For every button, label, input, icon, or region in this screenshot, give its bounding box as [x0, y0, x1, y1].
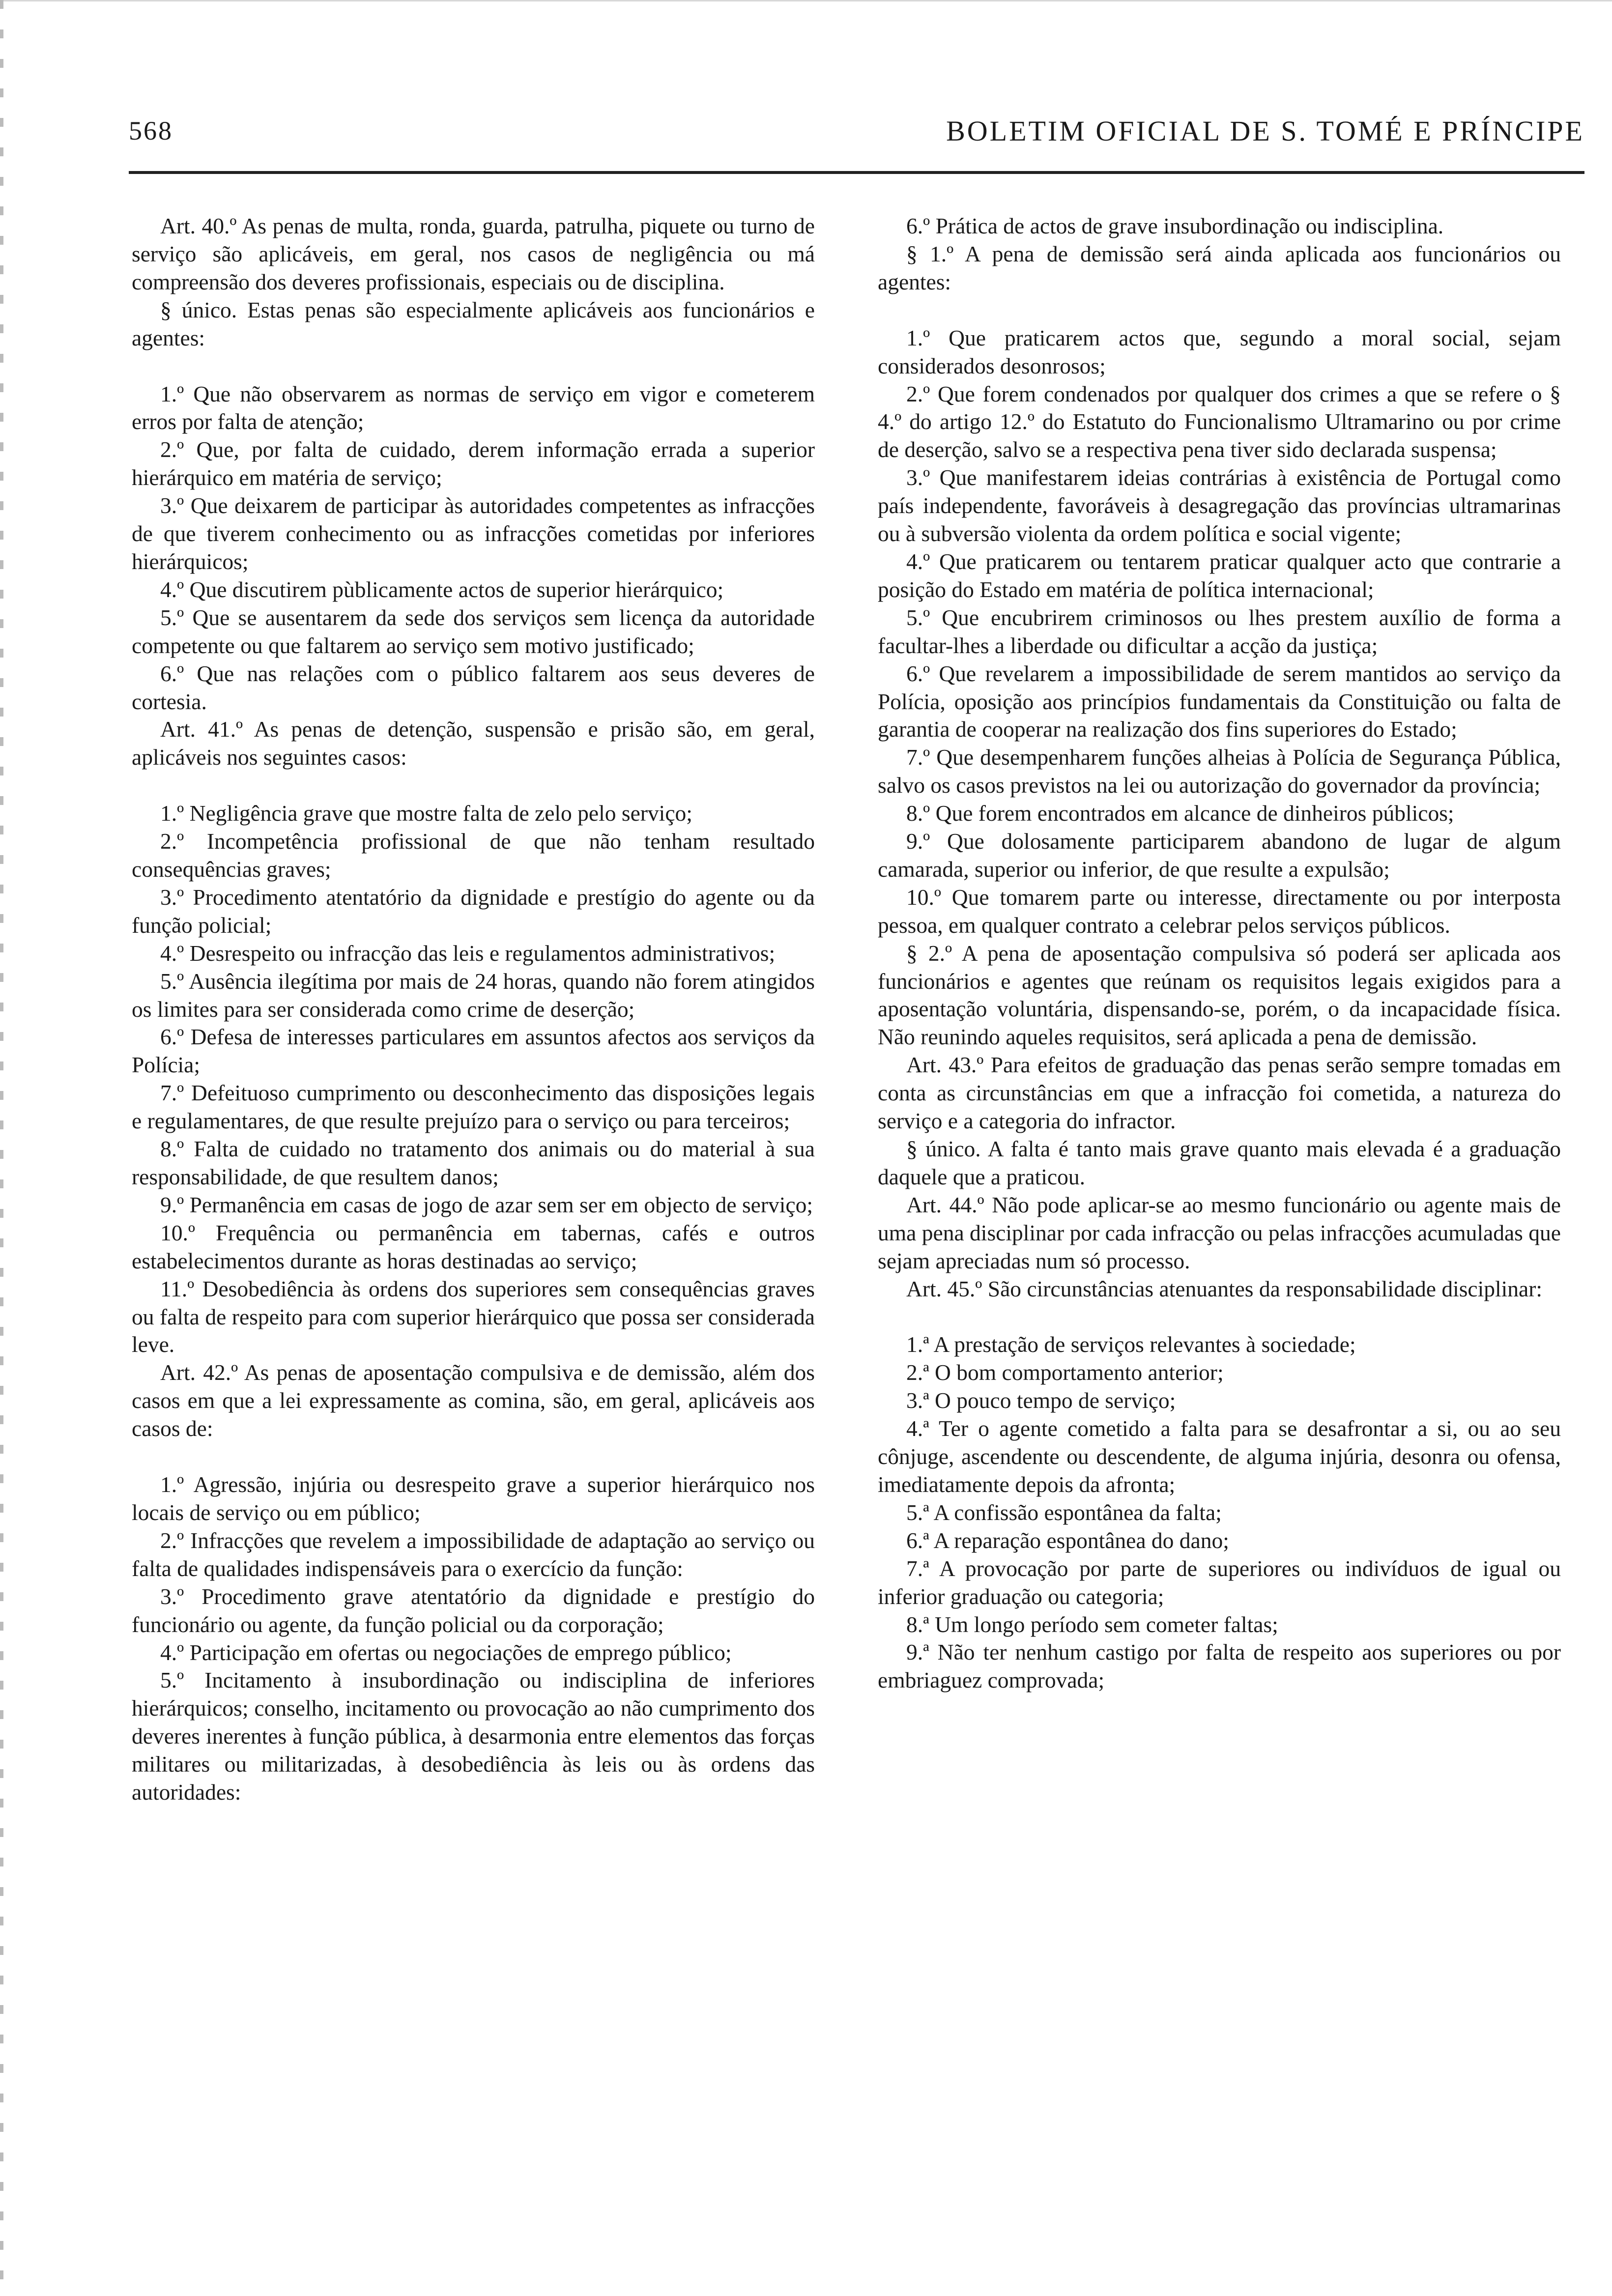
paragraph: 2.º Que forem condenados por qualquer dos crimes a que se refere o § 4.º do artigo 12.º do Estatuto do Funcionalismo Ultramarino ou por crime de deserção, salvo se a respectiva pena tiver sido declarada suspensa; — [878, 381, 1561, 462]
paragraph: 2.º Infracções que revelem a impossibilidade de adaptação ao serviço ou falta de qualidades indispensáveis para o exercício da função: — [132, 1527, 815, 1581]
paragraph: 9.º Que dolosamente participarem abandono de lugar de algum camarada, superior ou inferior, de que resulte a expulsão; — [878, 829, 1561, 882]
paragraph: § único. Estas penas são especialmente aplicáveis aos funcionários e agentes: — [132, 297, 815, 350]
paragraph: 2.ª O bom comportamento anterior; — [906, 1360, 1224, 1385]
paragraph: 7.º Defeituoso cumprimento ou desconhecimento das disposições legais e regulamentares, de que resulte prejuízo para o serviço ou para terceiros; — [132, 1080, 815, 1134]
paragraph: 4.º Participação em ofertas ou negociações de emprego público; — [160, 1639, 732, 1665]
journal-title: BOLETIM OFICIAL DE S. TOMÉ E PRÍNCIPE — [946, 115, 1584, 147]
paragraph: 3.º Procedimento grave atentatório da dignidade e prestígio do funcionário ou agente, da função policial ou da corporação; — [132, 1583, 815, 1637]
paragraph: Art. 40.º As penas de multa, ronda, guarda, patrulha, piquete ou turno de serviço são aplicáveis, em geral, nos casos de negligência ou má compreensão dos deveres profissionais, especiais ou de disciplina. — [132, 213, 815, 294]
paragraph: 1.º Que não observarem as normas de serviço em vigor e cometerem erros por falta de atenção; — [132, 381, 815, 434]
paragraph: 4.ª Ter o agente cometido a falta para se desafrontar a si, ou ao seu cônjuge, ascendente ou descendente, de alguma injúria, desonra ou ofensa, imediatamente depois da afronta; — [878, 1416, 1561, 1497]
paragraph: 8.º Falta de cuidado no tratamento dos animais ou do material à sua responsabilidade, de que resultem danos; — [132, 1136, 815, 1189]
paragraph: 4.º Desrespeito ou infracção das leis e regulamentos administrativos; — [160, 940, 776, 966]
paragraph: 9.º Permanência em casas de jogo de azar sem ser em objecto de serviço; — [160, 1192, 813, 1217]
paragraph: 1.ª A prestação de serviços relevantes à sociedade; — [906, 1332, 1356, 1357]
paragraph: 4.º Que praticarem ou tentarem praticar qualquer acto que contrarie a posição do Estado em matéria de política internacional; — [878, 548, 1561, 602]
header-rule — [129, 171, 1584, 174]
paragraph: 1.º Agressão, injúria ou desrespeito grave a superior hierárquico nos locais de serviço ou em público; — [132, 1472, 815, 1525]
paragraph: 5.º Ausência ilegítima por mais de 24 horas, quando não forem atingidos os limites para ser considerada como crime de deserção; — [132, 968, 815, 1022]
paragraph: 3.ª O pouco tempo de serviço; — [906, 1388, 1176, 1413]
paragraph: 10.º Frequência ou permanência em tabernas, cafés e outros estabelecimentos durante as horas destinadas ao serviço; — [132, 1220, 815, 1273]
paragraph: § 2.º A pena de aposentação compulsiva só poderá ser aplicada aos funcionários e agentes que reúnam os requisitos legais exigidos para a aposentação voluntária, dispensando-se, porém, o da incapacidade física. Não reunindo aqueles requisitos, será aplicada a pena de demissão. — [878, 940, 1561, 1050]
paragraph: 6.º Defesa de interesses particulares em assuntos afectos aos serviços da Polícia; — [132, 1024, 815, 1078]
paragraph: 3.º Que deixarem de participar às autoridades competentes as infracções de que tiverem conhecimento ou as infracções cometidas por inferiores hierárquicos; — [132, 493, 815, 574]
paragraph: 6.º Que revelarem a impossibilidade de serem mantidos ao serviço da Polícia, oposição aos princípios fundamentais da Constituição ou falta de garantia de cooperar na realização dos fins superiores do Estado; — [878, 660, 1561, 742]
paragraph: Art. 45.º São circunstâncias atenuantes da responsabilidade disciplinar: — [906, 1276, 1543, 1301]
scan-top-edge — [0, 0, 1612, 1]
paragraph: 4.º Que discutirem pùblicamente actos de superior hierárquico; — [160, 576, 724, 602]
paragraph: 10.º Que tomarem parte ou interesse, directamente ou por interposta pessoa, em qualquer contrato a celebrar pelos serviços públicos. — [878, 884, 1561, 938]
paragraph: 2.º Incompetência profissional de que não tenham resultado consequências graves; — [132, 829, 815, 882]
paragraph: 5.º Incitamento à insubordinação ou indisciplina de inferiores hierárquicos; conselho, incitamento ou provocação ao não cumprimento dos deveres inerentes à função pública, à desarmonia entre elementos das forças militares ou militarizadas, à desobediência às leis ou às ordens das autoridades: — [132, 1667, 815, 1805]
paragraph: 9.ª Não ter nenhum castigo por falta de respeito aos superiores ou por embriaguez comprovada; — [878, 1639, 1561, 1693]
paragraph: 5.º Que se ausentarem da sede dos serviços sem licença da autoridade competente ou que faltarem ao serviço sem motivo justificado; — [132, 604, 815, 658]
left-column — [132, 212, 815, 1807]
paragraph: Art. 44.º Não pode aplicar-se ao mesmo funcionário ou agente mais de uma pena disciplinar por cada infracção ou pelas infracções acumuladas que sejam apreciadas num só processo. — [878, 1192, 1561, 1273]
paragraph: § 1.º A pena de demissão será ainda aplicada aos funcionários ou agentes: — [878, 241, 1561, 294]
paragraph: 5.ª A confissão espontânea da falta; — [906, 1499, 1222, 1525]
page-number: 568 — [129, 116, 173, 145]
paragraph: 7.ª A provocação por parte de superiores ou indivíduos de igual ou inferior graduação ou categoria; — [878, 1555, 1561, 1609]
paragraph: Art. 42.º As penas de aposentação compulsiva e de demissão, além dos casos em que a lei expressamente as comina, são, em geral, aplicáveis aos casos de: — [132, 1360, 815, 1441]
paragraph: 6.ª A reparação espontânea do dano; — [906, 1527, 1229, 1553]
paragraph: 8.º Que forem encontrados em alcance de dinheiros públicos; — [906, 801, 1454, 826]
paragraph: 2.º Que, por falta de cuidado, derem informação errada a superior hierárquico em matéria de serviço; — [132, 437, 815, 490]
paragraph: 6.º Que nas relações com o público faltarem aos seus deveres de cortesia. — [132, 660, 815, 714]
paragraph: Art. 43.º Para efeitos de graduação das penas serão sempre tomadas em conta as circunstâncias em que a infracção foi cometida, a natureza do serviço e a categoria do infractor. — [878, 1052, 1561, 1134]
paragraph: § único. A falta é tanto mais grave quanto mais elevada é a graduação daquele que a praticou. — [878, 1136, 1561, 1189]
paragraph: Art. 41.º As penas de detenção, suspensão e prisão são, em geral, aplicáveis nos seguintes casos: — [132, 717, 815, 770]
right-column — [878, 212, 1561, 1694]
paragraph: 1.º Negligência grave que mostre falta de zelo pelo serviço; — [160, 801, 692, 826]
paragraph: 7.º Que desempenharem funções alheias à Polícia de Segurança Pública, salvo os casos previstos na lei ou autorização do governador da província; — [878, 745, 1561, 798]
paragraph: 8.ª Um longo período sem cometer faltas; — [906, 1611, 1278, 1637]
paragraph: 3.º Que manifestarem ideias contrárias à existência de Portugal como país independente, favoráveis à desagregação das províncias ultramarinas ou à subversão violenta da ordem política e social vigente; — [878, 465, 1561, 546]
scan-binding-edge — [0, 0, 3, 2296]
paragraph: 5.º Que encubrirem criminosos ou lhes prestem auxílio de forma a facultar-lhes a liberdade ou dificultar a acção da justiça; — [878, 604, 1561, 658]
paragraph: 11.º Desobediência às ordens dos superiores sem consequências graves ou falta de respeito para com superior hierárquico que possa ser considerada leve. — [132, 1276, 815, 1357]
paragraph: 3.º Procedimento atentatório da dignidade e prestígio do agente ou da função policial; — [132, 884, 815, 938]
paragraph: 1.º Que praticarem actos que, segundo a moral social, sejam considerados desonrosos; — [878, 325, 1561, 378]
paragraph: 6.º Prática de actos de grave insubordinação ou indisciplina. — [906, 213, 1444, 238]
